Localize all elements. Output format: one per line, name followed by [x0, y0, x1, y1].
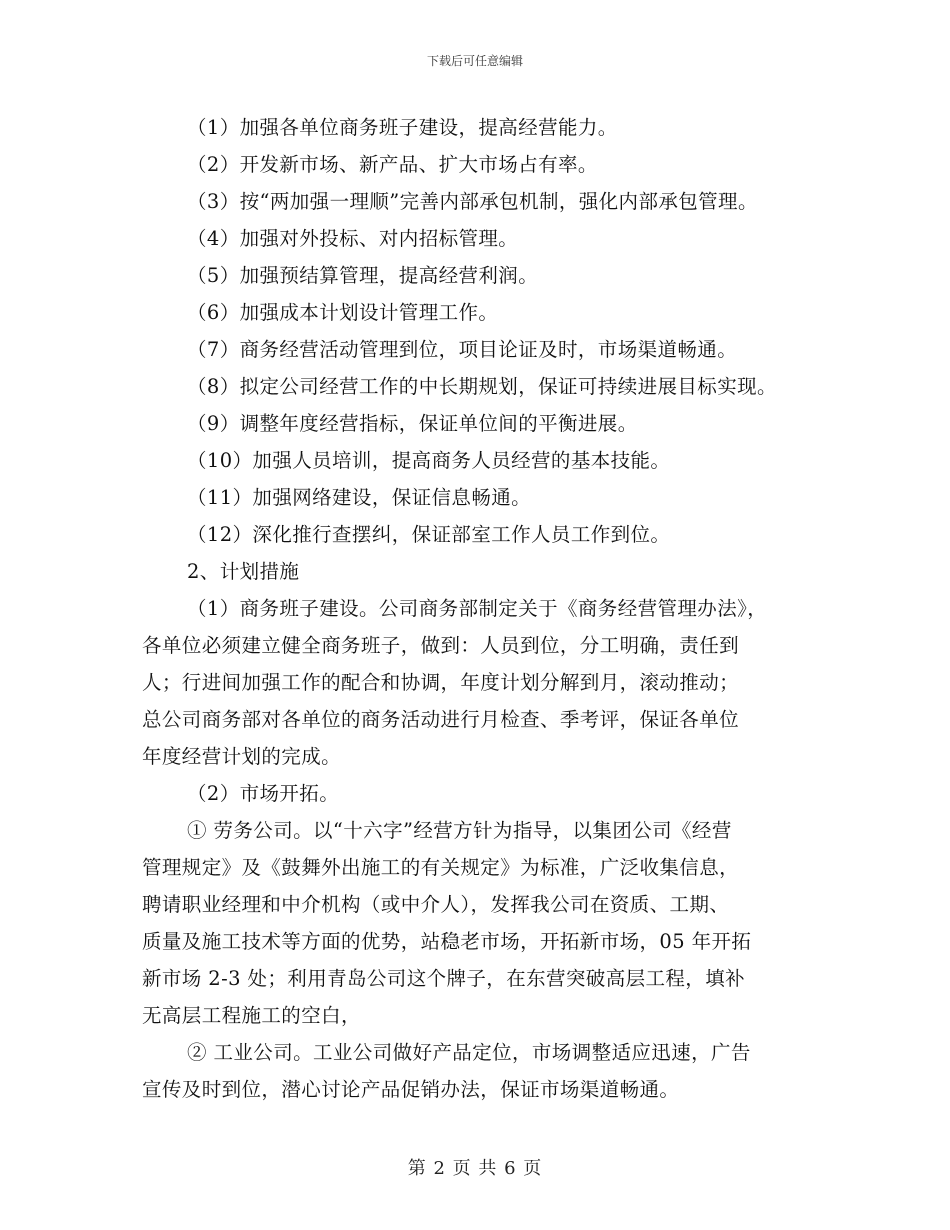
- page-number: 第 2 页 共 6 页: [407, 1158, 543, 1179]
- paragraph-line: ② 工业公司。工业公司做好产品定位，市场调整适应迅速，广告: [187, 1041, 751, 1064]
- paragraph-line: 宣传及时到位，潜心讨论产品促销办法，保证市场渠道畅通。: [142, 1078, 680, 1101]
- paragraph-line: 总公司商务部对各单位的商务活动进行月检查、季考评，保证各单位: [142, 708, 740, 731]
- paragraph-line: 管理规定》及《鼓舞外出施工的有关规定》为标准，广泛收集信息，: [142, 856, 740, 879]
- paragraph-line: 无高层工程施工的空白，: [142, 1004, 361, 1027]
- paragraph-line: 聘请职业经理和中介机构（或中介人），发挥我公司在资质、工期、: [142, 893, 730, 916]
- paragraph-line: （1）商务班子建设。公司商务部制定关于《商务经营管理办法》，: [187, 597, 768, 620]
- item-4: （4）加强对外投标、对内招标管理。: [187, 227, 519, 250]
- paragraph-line: （2）市场开拓。: [187, 782, 340, 805]
- page-header: 下载后可任意编辑: [426, 54, 523, 68]
- item-7: （7）商务经营活动管理到位，项目论证及时，市场渠道畅通。: [187, 338, 738, 361]
- paragraph-line: 人；行进间加强工作的配合和协调，年度计划分解到月，滚动推动；: [142, 671, 740, 694]
- paragraph-line: ① 劳务公司。以“十六字”经营方针为指导，以集团公司《经营: [187, 819, 732, 842]
- item-12: （12）深化推行查摆纠，保证部室工作人员工作到位。: [187, 523, 671, 546]
- item-8: （8）拟定公司经营工作的中长期规划，保证可持续进展目标实现。: [187, 375, 777, 398]
- item-9: （9）调整年度经营指标，保证单位间的平衡进展。: [187, 412, 638, 435]
- item-11: （11）加强网络建设，保证信息畅通。: [187, 486, 532, 509]
- item-2: （2）开发新市场、新产品、扩大市场占有率。: [187, 153, 598, 176]
- paragraph-line: 年度经营计划的完成。: [142, 745, 342, 768]
- paragraph-line: 各单位必须建立健全商务班子，做到：人员到位，分工明确，责任到: [142, 634, 740, 657]
- paragraph-line: 质量及施工技术等方面的优势，站稳老市场，开拓新市场，05 年开拓: [142, 930, 752, 953]
- section-heading: 2、计划措施: [187, 560, 300, 583]
- item-6: （6）加强成本计划设计管理工作。: [187, 301, 499, 324]
- paragraph-line: 新市场 2-3 处；利用青岛公司这个牌子，在东营突破高层工程，填补: [142, 967, 745, 990]
- item-3: （3）按“两加强一理顺”完善内部承包机制，强化内部承包管理。: [187, 190, 758, 213]
- item-5: （5）加强预结算管理，提高经营利润。: [187, 264, 539, 287]
- item-1: （1）加强各单位商务班子建设，提高经营能力。: [187, 116, 618, 139]
- item-10: （10）加强人员培训，提高商务人员经营的基本技能。: [187, 449, 671, 472]
